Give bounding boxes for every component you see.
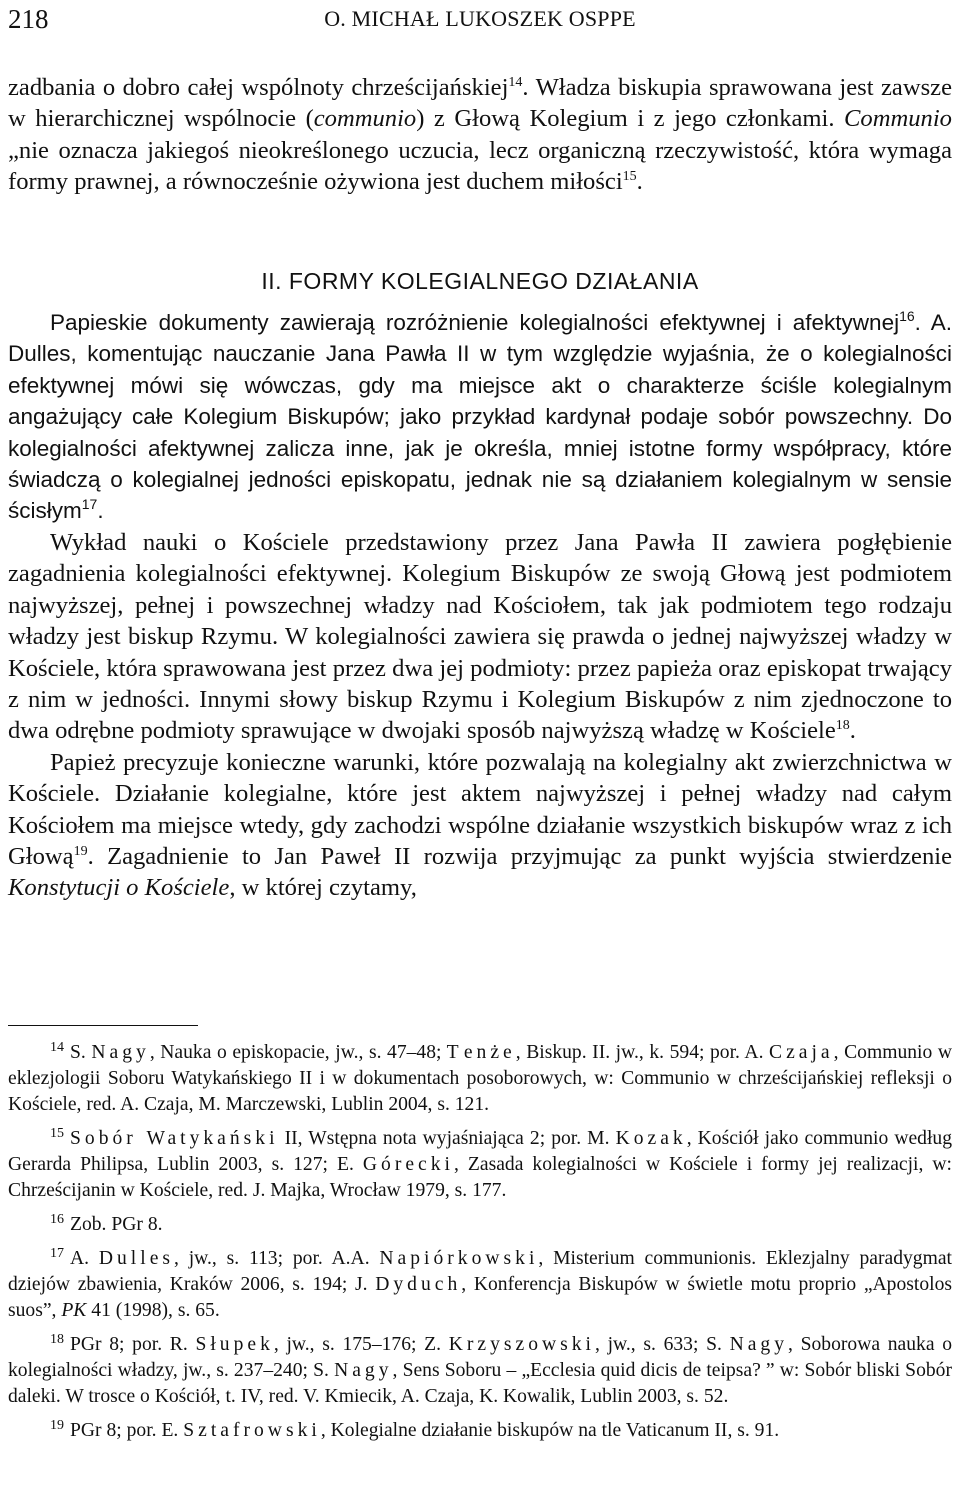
paragraph-1: zadbania o dobro całej wspólnoty chrześcijańskiej$^{14}$. Władza biskupia sprawowana jest zawsze w hierarchicznej wspólnocie (communio) z Głową Kolegium i z jego członkami. Communio „nie oznacza jakiegoś nieokreślonego uczucia, lecz organiczną rzeczywistość, która wymaga formy prawnej, a równocześnie ożywiona jest duchem miłości$^{15}$. [8,74,952,196]
footnote-ref-17[interactable]: 17 [81,496,98,513]
footnote-ref-15[interactable]: 15 [622,169,637,185]
footnote-separator [8,1025,198,1026]
footnote-ref-16[interactable]: 16 [899,308,915,325]
footnote-18: $^{18}$ PGr 8; por. R. Słupek, jw., s. 175–176; Z. Krzyszowski, jw., s. 633; S. Nagy, Soborowa nauka o kolegialności władzy, jw., s. 237–240; S. Nagy, Sens Soboru – „Ecclesia quid dicis de teipsa? ” w: Sobór bliski Sobór daleki. W trosce o Kościół, t. IV, red. V. Kmiecik, A. Czaja, K. Kowalik, Lublin 2003, s. 52. [8,1332,953,1407]
footnote-16: $^{16}$ Zob. PGr 8. [50,1212,163,1235]
page-header [8,2,952,38]
footnote-ref-19[interactable]: 19 [73,843,88,859]
footnote-ref-14[interactable]: 14 [508,75,523,90]
footnote-19: $^{19}$ PGr 8; por. E. Sztafrowski, Kolegialne działanie biskupów na tle Vaticanum II, s. 91. [50,1418,780,1441]
footnote-ref-18[interactable]: 18 [835,718,850,734]
page-number: 218 [8,4,49,34]
running-head: O. MICHAŁ LUKOSZEK OSPPE [324,6,636,31]
paragraph-2: Papieskie dokumenty zawierają rozróżnienie kolegialności efektywnej i afektywnej$^{16}$. A. Dulles, komentując nauczanie Jana Pawła II w tym względzie wyjaśnia, że o kolegialności efektywnej mówi się wówczas, gdy ma miejsce akt o charakterze ściśle kolegialnym angażujący całe Kolegium Biskupów; jako przykład kardynał podaje sobór powszechny. Do kolegialności afektywnej zalicza inne, jak je określa, mniej istotne formy współpracy, które świadczą o kolegialnej jedności episkopatu, jednak nie są działaniem kolegialnym w sensie ścisłym$^{17}$. [8,308,952,524]
footnote-17: $^{17}$ A. Dulles, jw., s. 113; por. A.A. Napiórkowski, Misterium communionis. Eklezjalny paradygmat dziejów zbawienia, Kraków 2006, s. 194; J. Dyduch, Konferencja Biskupów w świetle motu proprio „Apostolos suos”, PK 41 (1998), s. 65. [8,1246,952,1321]
section-heading: II. FORMY KOLEGIALNEGO DZIAŁANIA [261,267,699,294]
paragraph-4: Papież precyzuje konieczne warunki, które pozwalają na kolegialny akt zwierzchnictwa w Kościele. Działanie kolegialne, które jest aktem najwyższej i pełnej władzy nad całym Kościołem ma miejsce wtedy, gdy zachodzi wspólne działanie wszystkich biskupów wraz z ich Głową$^{19}$. Zagadnienie to Jan Paweł II rozwija przyjmując za punkt wyjścia stwierdzenie Konstytucji o Kościele, w której czytamy, [8,748,952,902]
footnote-14: $^{14}$ S. Nagy, Nauka o episkopacie, jw., s. 47–48; T enże, Biskup. II. jw., k. 594; por. A. Czaja, Communio w eklezjologii Soboru Watykańskiego II i w dokumentach posoborowych, w: Communio w chrześcijańskiej refleksji o Kościele, red. A. Czaja, M. Marczewski, Lublin 2004, s. 121. [8,1040,952,1115]
body-text [8,72,952,904]
paragraph-3: Wykład nauki o Kościele przedstawiony przez Jana Pawła II zawiera pogłębienie zagadnienia kolegialności efektywnej. Kolegium Biskupów ze swoją Głową jest podmiotem najwyższej, pełnej i powszechnej władzy nad Kościołem, tak jak podmiotem tego rodzaju władzy jest biskup Rzymu. W kolegialności zawiera się prawda o jednej najwyższej władzy w Kościele, która sprawowana jest przez dwa jej podmioty: przez papieża oraz episkopat trwający z nim w jedności. Innymi słowy biskup Rzymu i Kolegium Biskupów z nim zjednoczone to dwa odrębne podmioty sprawujące w dwojaki sposób najwyższą władzę w Kościele$^{18}$. [8,528,952,745]
footnote-15: $^{15}$ Sobór Watykański II, Wstępna nota wyjaśniająca 2; por. M. Kozak, Kościół jako communio według Gerarda Philipsa, Lublin 2003, s. 127; E. Górecki, Zasada kolegialności w Kościele i formy jej realizacji, w: Chrześcijanin w Kościele, red. J. Majka, Wrocław 1979, s. 177. [8,1126,953,1201]
footnotes [8,1040,952,1452]
